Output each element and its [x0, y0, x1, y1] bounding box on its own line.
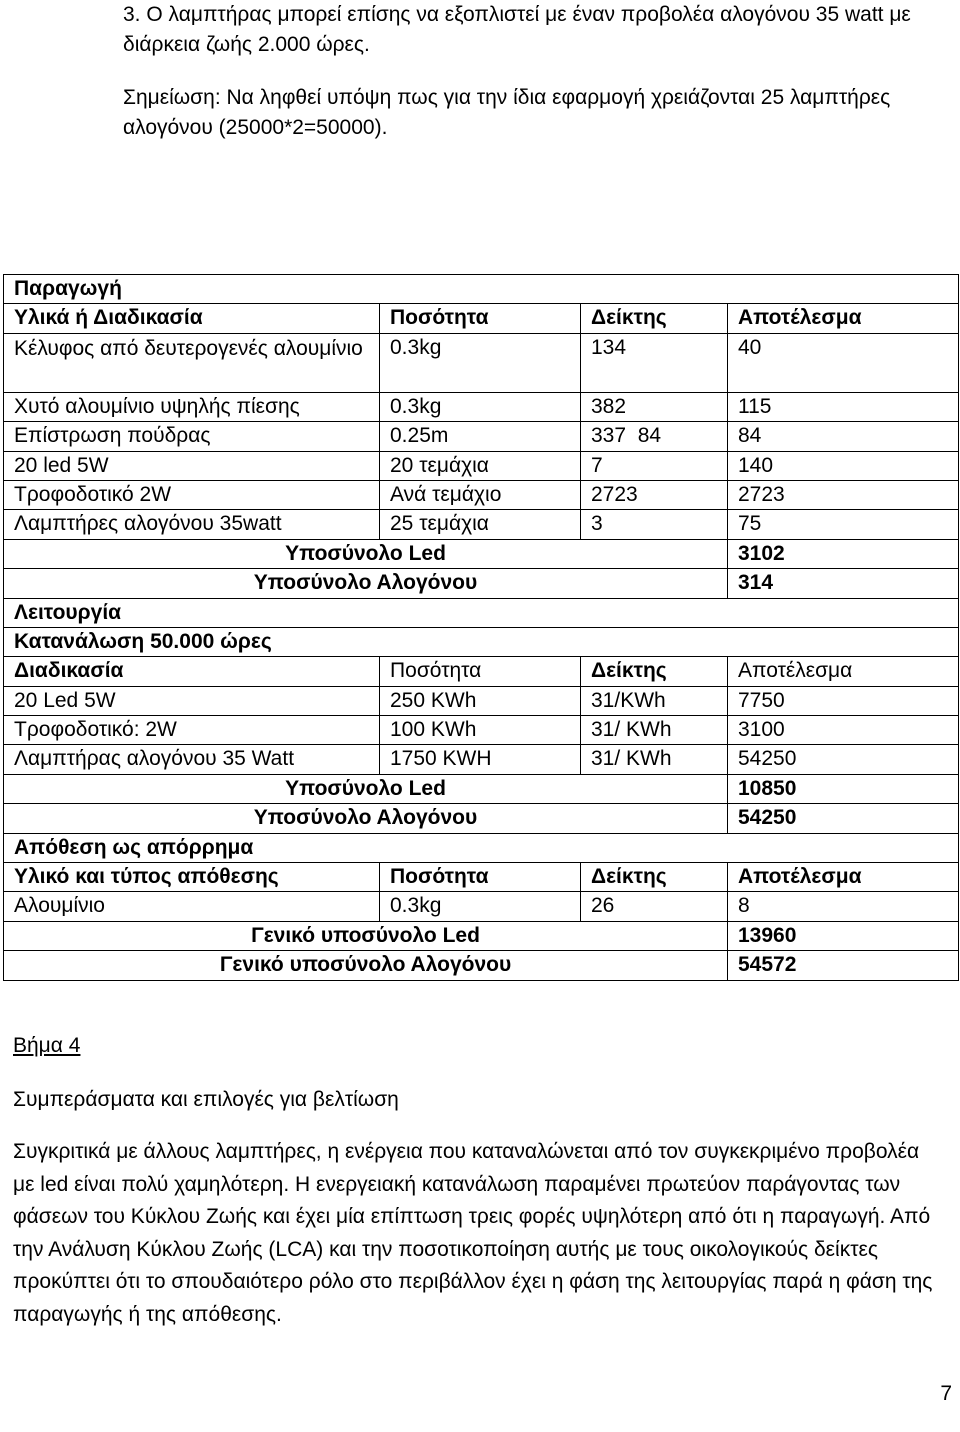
table-row — [4, 392, 959, 421]
intro-block — [123, 0, 923, 142]
table-cell: 134 — [581, 333, 728, 392]
table-row — [4, 510, 959, 539]
total-value: 13960 — [728, 921, 959, 950]
section-row — [4, 627, 959, 656]
table-cell: Τροφοδοτικό: 2W — [4, 716, 380, 745]
subtotal-row — [4, 539, 959, 568]
table-cell: Ανά τεμάχιο — [380, 480, 581, 509]
subtotal-label: Υποσύνολο Αλογόνου — [4, 569, 728, 598]
header-cell: Δείκτης — [581, 657, 728, 686]
table-row — [4, 716, 959, 745]
table-cell: 84 — [728, 422, 959, 451]
section-row — [4, 598, 959, 627]
header-cell: Υλικό και τύπος απόθεσης — [4, 863, 380, 892]
section-row — [4, 833, 959, 862]
header-cell: Ποσότητα — [380, 863, 581, 892]
lca-table — [3, 274, 959, 981]
total-label: Γενικό υποσύνολο Αλογόνου — [4, 951, 728, 980]
table-cell: 0.3kg — [380, 892, 581, 921]
table-cell: Λαμπτήρες αλογόνου 35watt — [4, 510, 380, 539]
header-cell: Δείκτης — [581, 863, 728, 892]
table-cell: 31/ KWh — [581, 716, 728, 745]
subtotal-row — [4, 774, 959, 803]
subtotal-label: Υποσύνολο Αλογόνου — [4, 804, 728, 833]
table-cell: 100 KWh — [380, 716, 581, 745]
total-label: Γενικό υποσύνολο Led — [4, 921, 728, 950]
header-cell: Δείκτης — [581, 304, 728, 333]
subtotal-value: 3102 — [728, 539, 959, 568]
step-subtitle: Συμπεράσματα και επιλογές για βελτίωση — [13, 1088, 399, 1111]
intro-note: Σημείωση: Να ληφθεί υπόψη πως για την ίδια εφαρμογή χρειάζονται 25 λαμπτήρες αλογόνου (25000*2=50000). — [123, 86, 891, 139]
table-cell: 40 — [728, 333, 959, 392]
table-cell: 31/KWh — [581, 686, 728, 715]
table-cell: 0.3kg — [380, 392, 581, 421]
page-number: 7 — [940, 1382, 952, 1405]
table-cell: 2723 — [581, 480, 728, 509]
table-cell: 382 — [581, 392, 728, 421]
table-cell: Τροφοδοτικό 2W — [4, 480, 380, 509]
intro-item-3: 3. Ο λαμπτήρας μπορεί επίσης να εξοπλιστεί με έναν προβολέα αλογόνου 35 watt με διάρκεια ζωής 2.000 ώρες. — [123, 3, 911, 56]
table-cell: 1750 KWH — [380, 745, 581, 774]
header-row — [4, 304, 959, 333]
subtotal-label: Υποσύνολο Led — [4, 539, 728, 568]
total-row — [4, 921, 959, 950]
header-cell: Ποσότητα — [380, 304, 581, 333]
table-row — [4, 422, 959, 451]
table-cell: Αλουμίνιο — [4, 892, 380, 921]
table-cell: 7 — [581, 451, 728, 480]
header-cell: Αποτέλεσμα — [728, 657, 959, 686]
table-row — [4, 333, 959, 392]
header-row — [4, 657, 959, 686]
table-cell: 20 led 5W — [4, 451, 380, 480]
table-cell: 3100 — [728, 716, 959, 745]
header-row — [4, 863, 959, 892]
subtotal-row — [4, 569, 959, 598]
section-title-operation: Λειτουργία — [4, 598, 959, 627]
header-cell: Υλικά ή Διαδικασία — [4, 304, 380, 333]
step-heading: Βήμα 4 — [13, 1034, 81, 1057]
table-row — [4, 745, 959, 774]
table-cell: 26 — [581, 892, 728, 921]
table-cell: 25 τεμάχια — [380, 510, 581, 539]
subtotal-row — [4, 804, 959, 833]
table-cell: 2723 — [728, 480, 959, 509]
section-title-disposal: Απόθεση ως απόρρημα — [4, 833, 959, 862]
total-row — [4, 951, 959, 980]
subtotal-label: Υποσύνολο Led — [4, 774, 728, 803]
table-cell: Λαμπτήρας αλογόνου 35 Watt — [4, 745, 380, 774]
subtotal-value: 10850 — [728, 774, 959, 803]
section-row — [4, 275, 959, 304]
header-cell: Ποσότητα — [380, 657, 581, 686]
table-cell: 54250 — [728, 745, 959, 774]
table-cell: 8 — [728, 892, 959, 921]
consumption-label: Κατανάλωση 50.000 ώρες — [4, 627, 959, 656]
subtotal-value: 54250 — [728, 804, 959, 833]
table-cell: Χυτό αλουμίνιο υψηλής πίεσης — [4, 392, 380, 421]
conclusions-section — [13, 1030, 943, 1331]
table-cell: 20 Led 5W — [4, 686, 380, 715]
table-cell: 250 KWh — [380, 686, 581, 715]
total-value: 54572 — [728, 951, 959, 980]
conclusion-paragraph: Συγκριτικά με άλλους λαμπτήρες, η ενέργεια που καταναλώνεται από τον συγκεκριμένο προβολέα με led είναι πολύ χαμηλότερη. Η ενεργειακή κατανάλωση παραμένει πρωτεύον παράγοντας των φάσεων του Κύκλου Ζωής και έχει μία επίπτωση τρεις φορές υψηλότερη από ότι η παραγωγή. Από την Ανάλυση Κύκλου Ζωής (LCA) και την ποσοτικοποίηση αυτής με τους οικολογικούς δείκτες προκύπτει ότι το σπουδαιότερο ρόλο στο περιβάλλον έχει η φάση της λειτουργίας παρά η φάση της παραγωγής ή της απόθεσης. — [13, 1140, 933, 1326]
table-cell: Κέλυφος από δευτερογενές αλουμίνιο — [4, 333, 380, 392]
table-row — [4, 480, 959, 509]
section-title-production: Παραγωγή — [4, 275, 959, 304]
header-cell: Αποτέλεσμα — [728, 863, 959, 892]
table-cell: Επίστρωση πούδρας — [4, 422, 380, 451]
table-row — [4, 451, 959, 480]
table-cell: 140 — [728, 451, 959, 480]
table-cell: 0.25m — [380, 422, 581, 451]
table-cell: 31/ KWh — [581, 745, 728, 774]
header-cell: Αποτέλεσμα — [728, 304, 959, 333]
subtotal-value: 314 — [728, 569, 959, 598]
header-cell: Διαδικασία — [4, 657, 380, 686]
table-cell: 7750 — [728, 686, 959, 715]
table-row — [4, 686, 959, 715]
table-cell: 20 τεμάχια — [380, 451, 581, 480]
table-row — [4, 892, 959, 921]
table-cell: 0.3kg — [380, 333, 581, 392]
table-cell: 3 — [581, 510, 728, 539]
table-cell: 115 — [728, 392, 959, 421]
table-cell: 75 — [728, 510, 959, 539]
table-cell: 337 84 — [581, 422, 728, 451]
